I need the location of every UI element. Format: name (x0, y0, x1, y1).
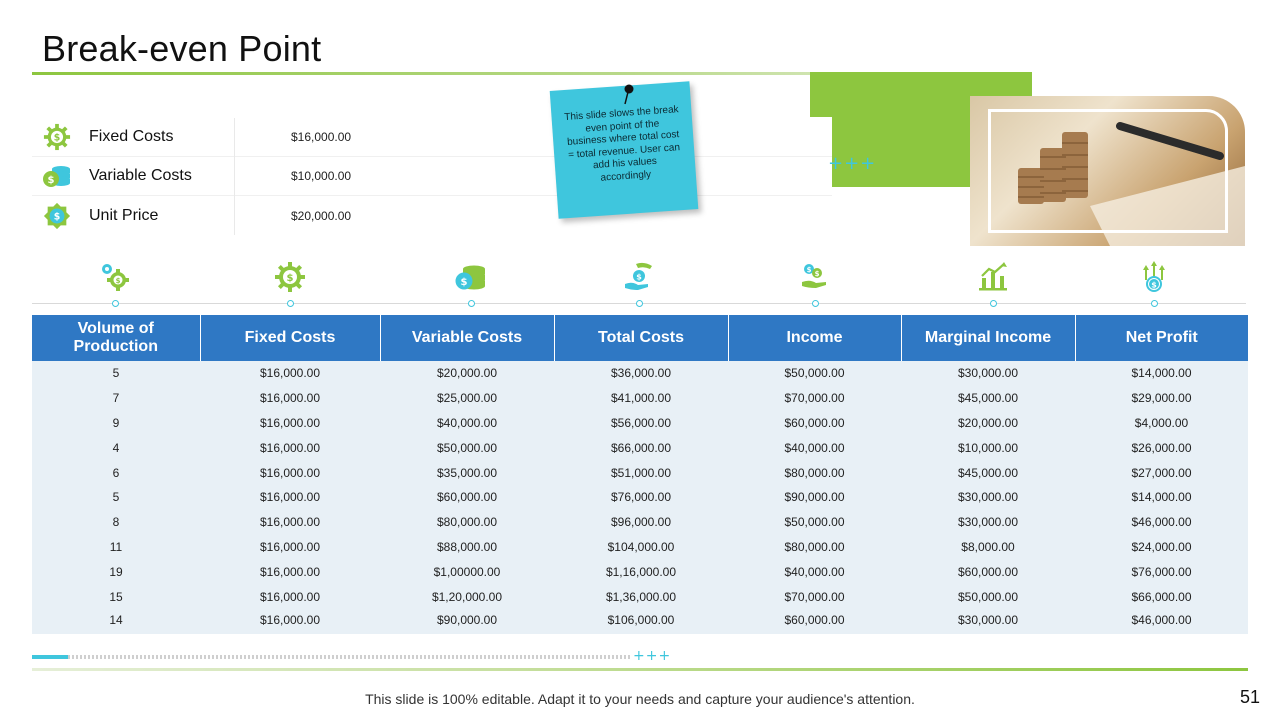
table-cell: $106,000.00 (554, 609, 728, 634)
table-cell: 14 (32, 609, 200, 634)
divider (234, 118, 235, 157)
gear-dollar-icon (270, 260, 310, 308)
svg-text:$: $ (636, 272, 642, 282)
table-cell: $30,000.00 (901, 485, 1075, 510)
table-cell: $70,000.00 (728, 386, 901, 411)
table-body (32, 361, 1248, 634)
svg-text:$: $ (286, 273, 294, 284)
table-cell: $60,000.00 (901, 559, 1075, 584)
table-cell: $56,000.00 (554, 411, 728, 436)
page-title: Break-even Point (42, 28, 322, 69)
table-cell: $35,000.00 (380, 460, 554, 485)
table-cell: $60,000.00 (728, 411, 901, 436)
photo-border (988, 109, 1228, 233)
growth-chart-icon (973, 260, 1013, 308)
table-cell: $50,000.00 (728, 361, 901, 386)
table-cell: $14,000.00 (1075, 485, 1248, 510)
plus-pattern-decoration: +++ (633, 648, 672, 664)
coin-stack-icon (42, 161, 72, 191)
table-cell: 5 (32, 361, 200, 386)
pushpin-icon (620, 84, 636, 106)
divider (234, 157, 235, 196)
gear-dollar-icon (42, 122, 72, 152)
table-cell: 4 (32, 435, 200, 460)
summary-value: $10,000.00 (291, 169, 352, 183)
table-cell: $26,000.00 (1075, 435, 1248, 460)
table-cell: $4,000.00 (1075, 411, 1248, 436)
hand-coin-icon (619, 260, 659, 308)
table-cell: $16,000.00 (200, 460, 380, 485)
bottom-divider (32, 668, 1248, 671)
table-cell: $36,000.00 (554, 361, 728, 386)
divider (234, 196, 235, 235)
summary-row-fixed-costs (32, 118, 832, 157)
icon-dot (812, 300, 819, 307)
icon-dot (1151, 300, 1158, 307)
table-cell: $16,000.00 (200, 435, 380, 460)
table-cell: $27,000.00 (1075, 460, 1248, 485)
table-cell: $16,000.00 (200, 485, 380, 510)
dollar-arrows-icon (1134, 260, 1174, 308)
svg-text:$: $ (806, 266, 812, 274)
progress-fill (32, 655, 68, 659)
gears-icon (95, 260, 135, 308)
table-cell: $45,000.00 (901, 460, 1075, 485)
table-cell: $8,000.00 (901, 535, 1075, 560)
table-cell: $66,000.00 (1075, 584, 1248, 609)
table-row (32, 485, 1248, 510)
table-row (32, 609, 1248, 634)
svg-text:$: $ (1151, 280, 1157, 290)
table-cell: $80,000.00 (728, 460, 901, 485)
sticky-note: This slide slows the break even point of the business where total cost = total revenue. User can add his values accordingly (550, 81, 699, 218)
table-cell: $20,000.00 (380, 361, 554, 386)
icon-dot (636, 300, 643, 307)
summary-row-variable-costs (32, 157, 832, 196)
table-cell: $66,000.00 (554, 435, 728, 460)
table-cell: $16,000.00 (200, 609, 380, 634)
table-row (32, 535, 1248, 560)
table-cell: $16,000.00 (200, 361, 380, 386)
summary-label: Unit Price (89, 206, 159, 224)
table-cell: 5 (32, 485, 200, 510)
table-cell: 19 (32, 559, 200, 584)
icon-dot (112, 300, 119, 307)
table-cell: $88,000.00 (380, 535, 554, 560)
table-cell: $90,000.00 (728, 485, 901, 510)
table-cell: $40,000.00 (728, 559, 901, 584)
table-cell: $80,000.00 (380, 510, 554, 535)
table-cell: $20,000.00 (901, 411, 1075, 436)
table-cell: $1,00000.00 (380, 559, 554, 584)
table-cell: $16,000.00 (200, 535, 380, 560)
table-cell: $40,000.00 (728, 435, 901, 460)
table-row (32, 386, 1248, 411)
header-volume-of-production: Volume of Production (32, 315, 200, 361)
table-cell: $10,000.00 (901, 435, 1075, 460)
table-cell: $60,000.00 (728, 609, 901, 634)
summary-value: $16,000.00 (291, 130, 352, 144)
table-cell: $60,000.00 (380, 485, 554, 510)
table-row (32, 435, 1248, 460)
table-cell: $16,000.00 (200, 584, 380, 609)
svg-text:$: $ (53, 132, 61, 144)
table-cell: $76,000.00 (1075, 559, 1248, 584)
svg-text:$: $ (53, 211, 61, 223)
table-cell: $51,000.00 (554, 460, 728, 485)
header-net-profit: Net Profit (1075, 315, 1248, 361)
table-cell: $46,000.00 (1075, 609, 1248, 634)
table-cell: $16,000.00 (200, 559, 380, 584)
hand-coins-icon (795, 260, 835, 308)
table-cell: $96,000.00 (554, 510, 728, 535)
table-cell: $80,000.00 (728, 535, 901, 560)
table-cell: $70,000.00 (728, 584, 901, 609)
table-cell: $104,000.00 (554, 535, 728, 560)
header-total-costs: Total Costs (554, 315, 728, 361)
table-cell: $45,000.00 (901, 386, 1075, 411)
table-cell: $40,000.00 (380, 411, 554, 436)
table-cell: $50,000.00 (380, 435, 554, 460)
table-cell: $16,000.00 (200, 510, 380, 535)
svg-text:$: $ (115, 277, 121, 285)
summary-value: $20,000.00 (291, 208, 352, 223)
page-number: 51 (1240, 687, 1261, 707)
icon-dot (990, 300, 997, 307)
table-cell: $1,16,000.00 (554, 559, 728, 584)
summary-row-unit-price (32, 196, 832, 235)
table-cell: $29,000.00 (1075, 386, 1248, 411)
svg-text:$: $ (47, 175, 55, 186)
table-row (32, 510, 1248, 535)
footer-text: This slide is 100% editable. Adapt it to your needs and capture your audience's attention. (365, 691, 915, 707)
table-cell: 15 (32, 584, 200, 609)
table-row (32, 584, 1248, 609)
progress-decoration (32, 655, 632, 659)
table-row (32, 559, 1248, 584)
column-icon-row (32, 260, 1246, 310)
table-cell: $30,000.00 (901, 510, 1075, 535)
table-row (32, 361, 1248, 386)
table-cell: $1,36,000.00 (554, 584, 728, 609)
table-cell: $41,000.00 (554, 386, 728, 411)
header-marginal-income: Marginal Income (901, 315, 1075, 361)
table-cell: 7 (32, 386, 200, 411)
break-even-table (32, 315, 1248, 634)
table-cell: 8 (32, 510, 200, 535)
table-cell: $16,000.00 (200, 411, 380, 436)
table-cell: $24,000.00 (1075, 535, 1248, 560)
progress-track (68, 655, 632, 659)
header-income: Income (728, 315, 901, 361)
dollar-badge-icon (42, 201, 72, 231)
table-cell: $16,000.00 (200, 386, 380, 411)
table-cell: $14,000.00 (1075, 361, 1248, 386)
table-cell: $30,000.00 (901, 609, 1075, 634)
header-fixed-costs: Fixed Costs (200, 315, 380, 361)
table-cell: $90,000.00 (380, 609, 554, 634)
summary-label: Fixed Costs (89, 128, 174, 145)
table-cell: $25,000.00 (380, 386, 554, 411)
table-header-row (32, 315, 1248, 361)
table-cell: 9 (32, 411, 200, 436)
table-row (32, 460, 1248, 485)
svg-text:$: $ (814, 270, 820, 278)
icon-dot (287, 300, 294, 307)
table-cell: 6 (32, 460, 200, 485)
table-cell: $30,000.00 (901, 361, 1075, 386)
table-cell: $1,20,000.00 (380, 584, 554, 609)
table-cell: $50,000.00 (728, 510, 901, 535)
plus-pattern-decoration: +++ (828, 153, 877, 174)
icon-dot (468, 300, 475, 307)
table-row (32, 411, 1248, 436)
coin-stack-icon (451, 260, 491, 308)
table-cell: $46,000.00 (1075, 510, 1248, 535)
summary-list (32, 118, 832, 235)
coins-photo (970, 96, 1245, 246)
summary-label: Variable Costs (89, 167, 192, 184)
table-cell: $50,000.00 (901, 584, 1075, 609)
table-cell: $76,000.00 (554, 485, 728, 510)
table-cell: 11 (32, 535, 200, 560)
svg-text:$: $ (460, 277, 468, 288)
header-variable-costs: Variable Costs (380, 315, 554, 361)
